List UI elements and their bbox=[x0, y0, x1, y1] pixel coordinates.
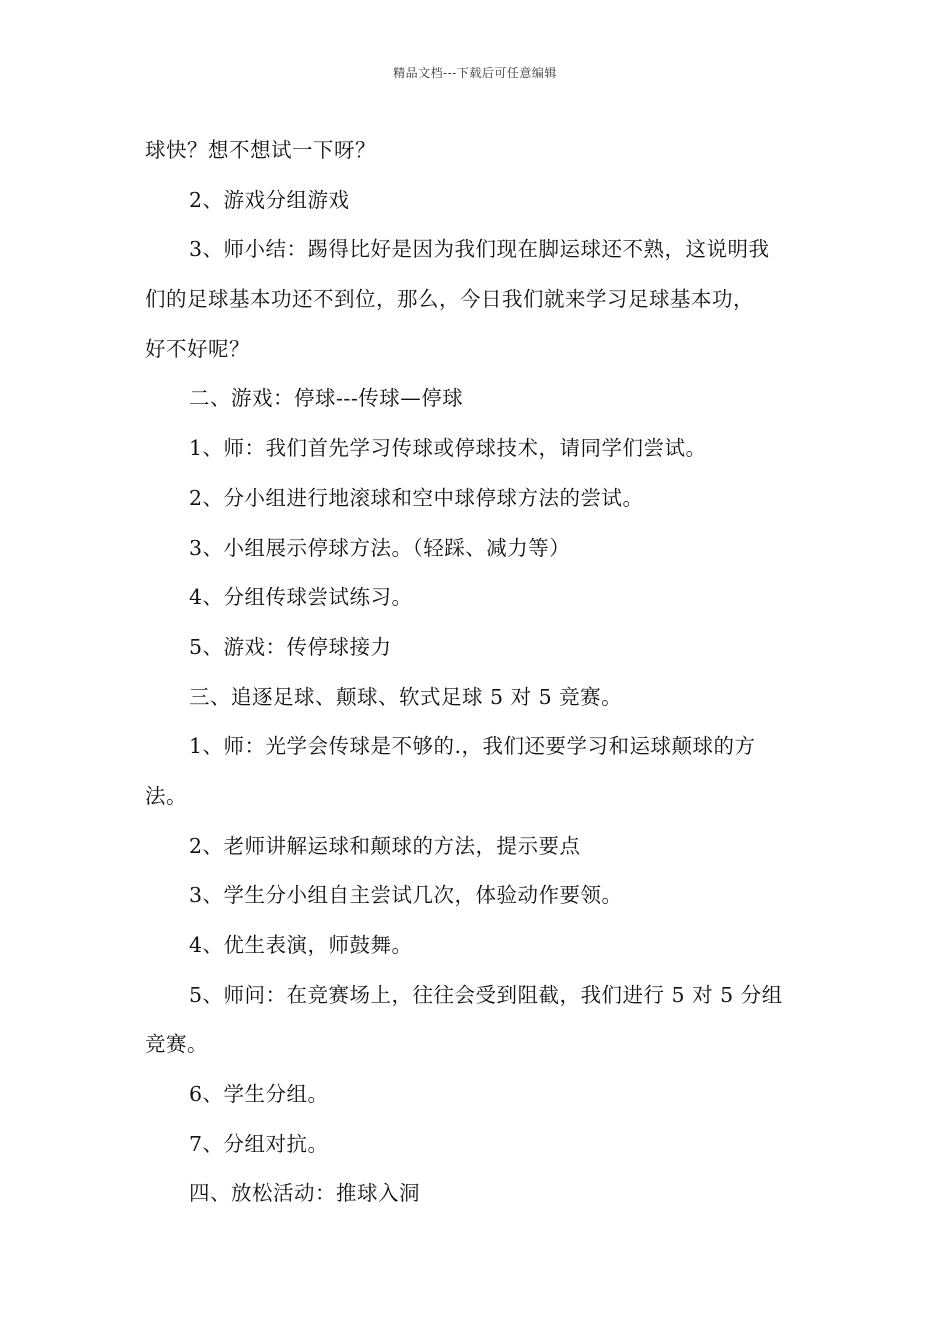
paragraph-line: 3、小组展示停球方法。（轻踩、减力等） bbox=[189, 535, 571, 560]
paragraph-line: 2、游戏分组游戏 bbox=[189, 187, 350, 212]
paragraph-line: 4、分组传球尝试练习。 bbox=[189, 585, 413, 610]
paragraph-line: 1、师：光学会传球是不够的.，我们还要学习和运球颠球的方 bbox=[189, 734, 756, 759]
document-body bbox=[145, 130, 807, 1223]
paragraph-line: 5、游戏：传停球接力 bbox=[189, 634, 392, 659]
paragraph-line: 2、老师讲解运球和颠球的方法，提示要点 bbox=[189, 833, 581, 858]
paragraph-line: 法。 bbox=[145, 783, 187, 808]
page-header: 精品文档---下载后可任意编辑 bbox=[393, 66, 557, 80]
paragraph-line: 好不好呢？ bbox=[145, 336, 250, 361]
paragraph-line: 2、分小组进行地滚球和空中球停球方法的尝试。 bbox=[189, 485, 644, 510]
paragraph-line: 7、分组对抗。 bbox=[189, 1131, 329, 1156]
paragraph-line: 3、学生分小组自主尝试几次，体验动作要领。 bbox=[189, 883, 623, 908]
paragraph-line: 1、师：我们首先学习传球或停球技术，请同学们尝试。 bbox=[189, 436, 707, 461]
section-heading: 四、放松活动：推球入洞 bbox=[189, 1181, 420, 1206]
paragraph-line: 6、学生分组。 bbox=[189, 1082, 329, 1107]
paragraph-line: 球快？想不想试一下呀？ bbox=[145, 138, 376, 162]
paragraph-line: 们的足球基本功还不到位，那么，今日我们就来学习足球基本功， bbox=[145, 287, 754, 312]
paragraph-line: 5、师问：在竞赛场上，往往会受到阻截，我们进行 5 对 5 分组 bbox=[189, 982, 783, 1007]
section-heading: 三、追逐足球、颠球、软式足球 5 对 5 竞赛。 bbox=[189, 684, 623, 709]
paragraph-line: 3、师小结：踢得比好是因为我们现在脚运球还不熟，这说明我 bbox=[189, 237, 770, 262]
paragraph-line: 4、优生表演，师鼓舞。 bbox=[189, 933, 413, 957]
paragraph-line: 竞赛。 bbox=[145, 1032, 208, 1057]
section-heading: 二、游戏：停球---传球—停球 bbox=[189, 386, 464, 411]
